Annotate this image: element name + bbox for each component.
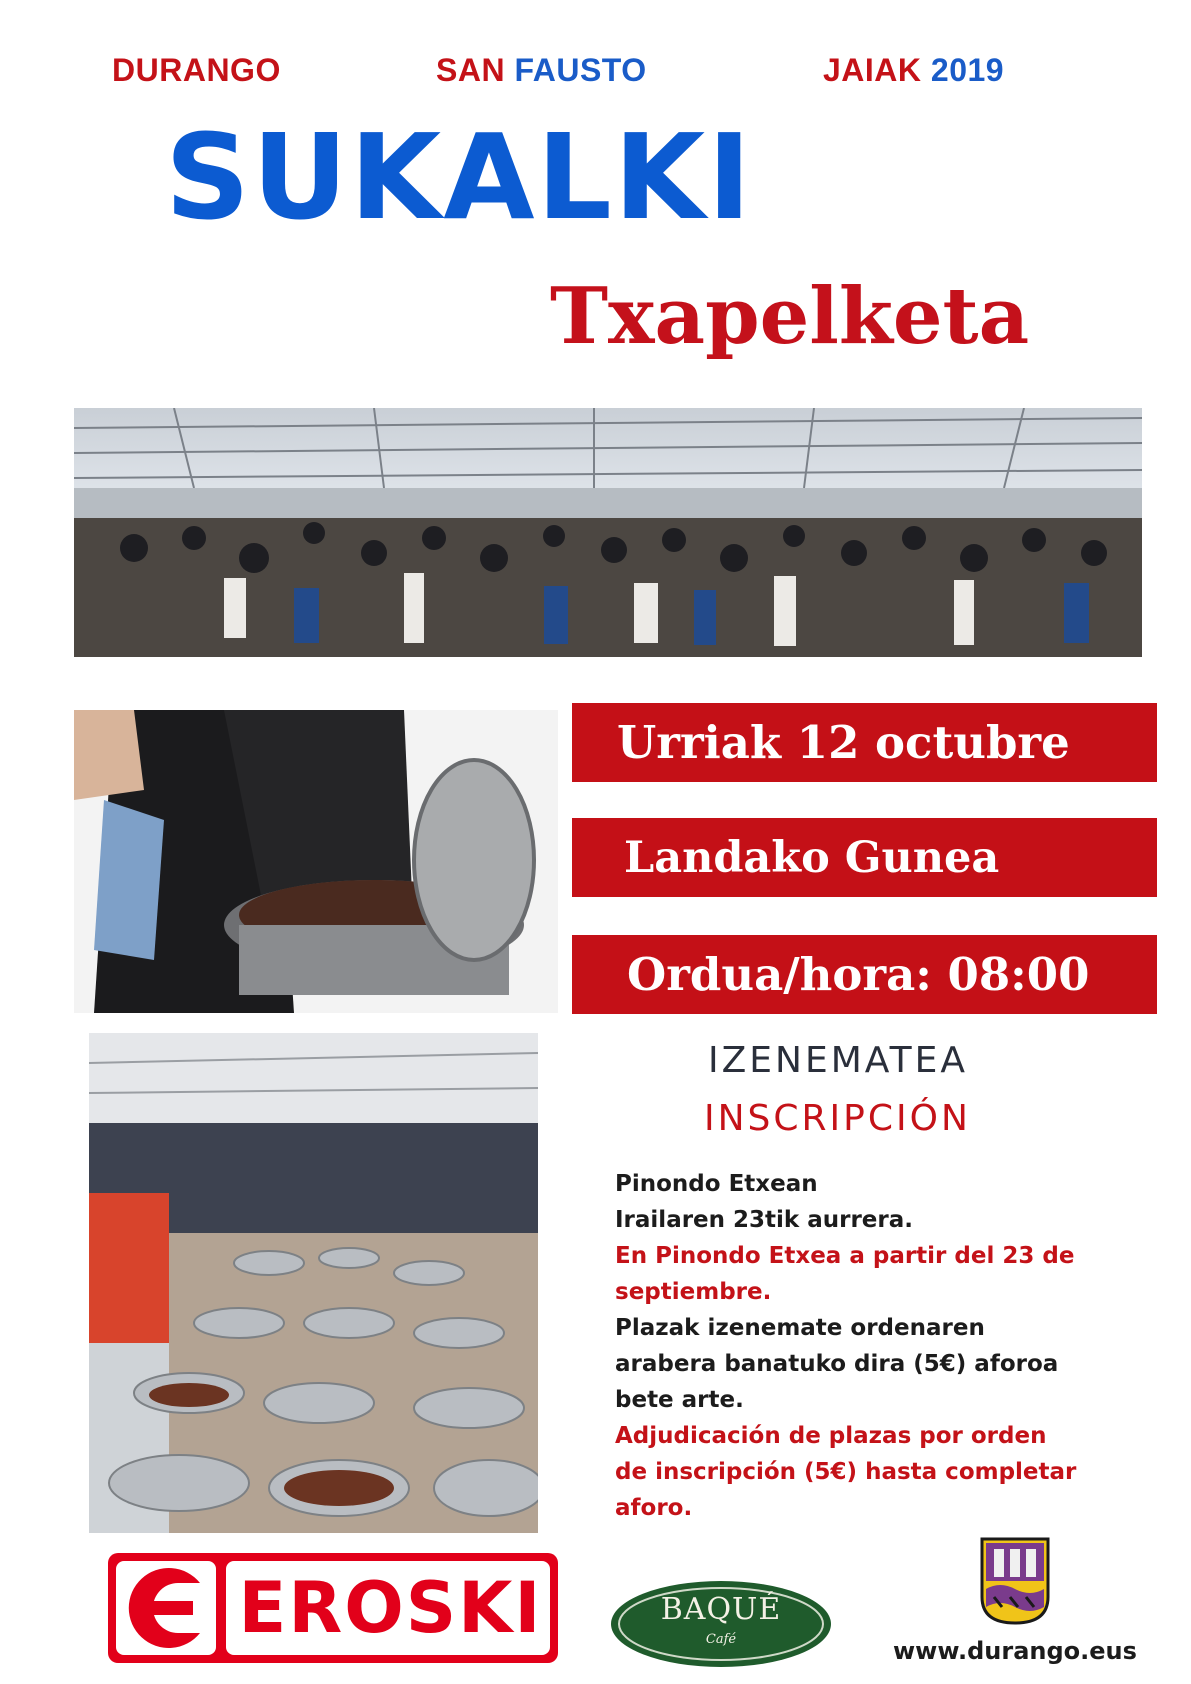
website-url[interactable]: www.durango.eus bbox=[893, 1637, 1137, 1665]
registration-heading-eu: IZENEMATEA bbox=[708, 1040, 968, 1081]
durango-coat-of-arms bbox=[980, 1537, 1050, 1625]
baque-sub: Café bbox=[705, 1632, 737, 1647]
place-banner bbox=[572, 818, 1157, 897]
registration-line: bete arte. bbox=[615, 1387, 744, 1413]
eroski-text: EROSKI bbox=[238, 1567, 543, 1649]
year-label: 2019 bbox=[930, 52, 1005, 88]
registration-line: arabera banatuko dira (5€) aforoa bbox=[615, 1351, 1059, 1377]
registration-line: septiembre. bbox=[615, 1279, 772, 1305]
registration-line: Irailaren 23tik aurrera. bbox=[615, 1207, 914, 1233]
subtitle: Txapelketa bbox=[550, 271, 1030, 362]
registration-line: En Pinondo Etxea a partir del 23 de bbox=[615, 1243, 1075, 1269]
time-banner bbox=[572, 935, 1157, 1014]
time-text: Ordua/hora: 08:00 bbox=[627, 948, 1090, 1001]
festival-year bbox=[823, 52, 1004, 89]
hall-crowd-photo bbox=[74, 408, 1142, 657]
cooks-pot-photo bbox=[74, 710, 558, 1013]
registration-heading-es: INSCRIPCIÓN bbox=[704, 1098, 971, 1139]
baque-text: BAQUÉ bbox=[660, 1592, 782, 1627]
main-title: SUKALKI bbox=[165, 108, 754, 246]
place-text: Landako Gunea bbox=[624, 832, 1000, 883]
festival-name bbox=[436, 52, 647, 89]
registration-line: Pinondo Etxean bbox=[615, 1171, 818, 1197]
date-banner bbox=[572, 703, 1157, 782]
registration-line: de inscripción (5€) hasta completar bbox=[615, 1459, 1077, 1485]
jaiak-label: JAIAK bbox=[823, 52, 922, 88]
town-label: DURANGO bbox=[112, 52, 281, 88]
registration-line: Adjudicación de plazas por orden bbox=[615, 1423, 1047, 1449]
festival-san: SAN bbox=[436, 52, 506, 88]
registration-text bbox=[615, 1166, 1076, 1526]
festival-fausto: FAUSTO bbox=[514, 52, 647, 88]
baque-logo bbox=[610, 1580, 832, 1668]
eroski-logo bbox=[108, 1553, 558, 1663]
date-text: Urriak 12 octubre bbox=[617, 716, 1070, 769]
registration-line: aforo. bbox=[615, 1495, 693, 1521]
pots-table-photo bbox=[89, 1033, 538, 1533]
registration-line: Plazak izenemate ordenaren bbox=[615, 1315, 985, 1341]
